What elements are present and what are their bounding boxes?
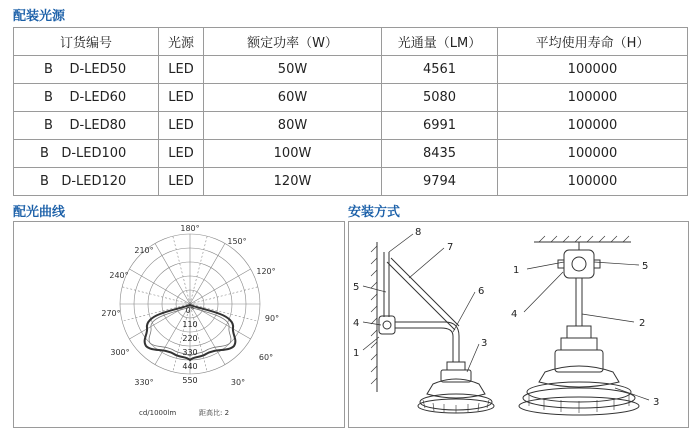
radial-label: 220	[182, 334, 198, 343]
angle-label: 330°	[134, 378, 154, 387]
callout-label: 4	[511, 309, 518, 320]
cell-life: 100000	[498, 140, 688, 168]
callout-label: 6	[478, 286, 485, 297]
cell-power: 100W	[204, 140, 382, 168]
install-panel	[348, 221, 689, 428]
angle-label: 0°	[185, 306, 195, 315]
cell-model: B D-LED120	[14, 168, 159, 196]
cell-life: 100000	[498, 84, 688, 112]
cell-source: LED	[159, 56, 204, 84]
spec-table	[13, 27, 688, 196]
callout-label: 1	[513, 265, 520, 276]
section-title-light-curve: 配光曲线	[13, 205, 66, 220]
radial-label: 550	[182, 376, 198, 385]
angle-label: 300°	[110, 348, 130, 357]
cell-flux: 9794	[382, 168, 498, 196]
table-header-row	[14, 28, 688, 56]
header-life: 平均使用寿命（H）	[498, 28, 688, 56]
cell-source: LED	[159, 112, 204, 140]
cell-life: 100000	[498, 168, 688, 196]
angle-label: 60°	[258, 353, 274, 362]
cell-flux: 6991	[382, 112, 498, 140]
angle-label: 30°	[230, 378, 246, 387]
table-row	[14, 168, 688, 196]
callout-label: 8	[415, 227, 422, 238]
cell-source: LED	[159, 140, 204, 168]
callout-label: 3	[481, 338, 488, 349]
cell-power: 80W	[204, 112, 382, 140]
angle-label: 90°	[264, 314, 280, 323]
angle-label: 240°	[109, 271, 129, 280]
cell-flux: 4561	[382, 56, 498, 84]
cell-model: B D-LED60	[14, 84, 159, 112]
section-title-install: 安装方式	[348, 205, 401, 220]
ratio-label: 距高比: 2	[199, 409, 230, 417]
angle-label: 120°	[256, 267, 276, 276]
angle-label: 210°	[134, 246, 154, 255]
cell-source: LED	[159, 168, 204, 196]
polar-diagram	[14, 222, 344, 427]
wall-mount-drawing	[363, 234, 494, 413]
cell-life: 100000	[498, 112, 688, 140]
radial-label: 440	[182, 362, 198, 371]
unit-label: cd/1000lm	[139, 409, 177, 417]
header-flux: 光通量（LM）	[382, 28, 498, 56]
callout-label: 4	[353, 318, 360, 329]
install-diagram	[349, 222, 688, 427]
table-row	[14, 56, 688, 84]
section-title-light-source: 配装光源	[13, 9, 66, 24]
callout-label: 7	[447, 242, 454, 253]
cell-model: B D-LED80	[14, 112, 159, 140]
callout-label: 5	[642, 261, 649, 272]
radial-label: 110	[182, 320, 198, 329]
callout-label: 2	[639, 318, 646, 329]
cell-power: 60W	[204, 84, 382, 112]
callout-label: 1	[353, 348, 360, 359]
table-row	[14, 140, 688, 168]
cell-source: LED	[159, 84, 204, 112]
angle-label: 180°	[180, 224, 200, 233]
ceiling-mount-drawing	[519, 236, 649, 415]
header-power: 额定功率（W）	[204, 28, 382, 56]
cell-flux: 5080	[382, 84, 498, 112]
header-order-no: 订货编号	[14, 28, 159, 56]
cell-model: B D-LED100	[14, 140, 159, 168]
cell-power: 120W	[204, 168, 382, 196]
table-row	[14, 84, 688, 112]
header-light-source: 光源	[159, 28, 204, 56]
radial-label: 330	[182, 348, 198, 357]
cell-power: 50W	[204, 56, 382, 84]
cell-life: 100000	[498, 56, 688, 84]
angle-label: 270°	[101, 309, 121, 318]
cell-model: B D-LED50	[14, 56, 159, 84]
angle-label: 150°	[227, 237, 247, 246]
table-row	[14, 112, 688, 140]
callout-label: 3	[653, 397, 660, 408]
light-curve-panel	[13, 221, 345, 428]
cell-flux: 8435	[382, 140, 498, 168]
callout-label: 5	[353, 282, 360, 293]
